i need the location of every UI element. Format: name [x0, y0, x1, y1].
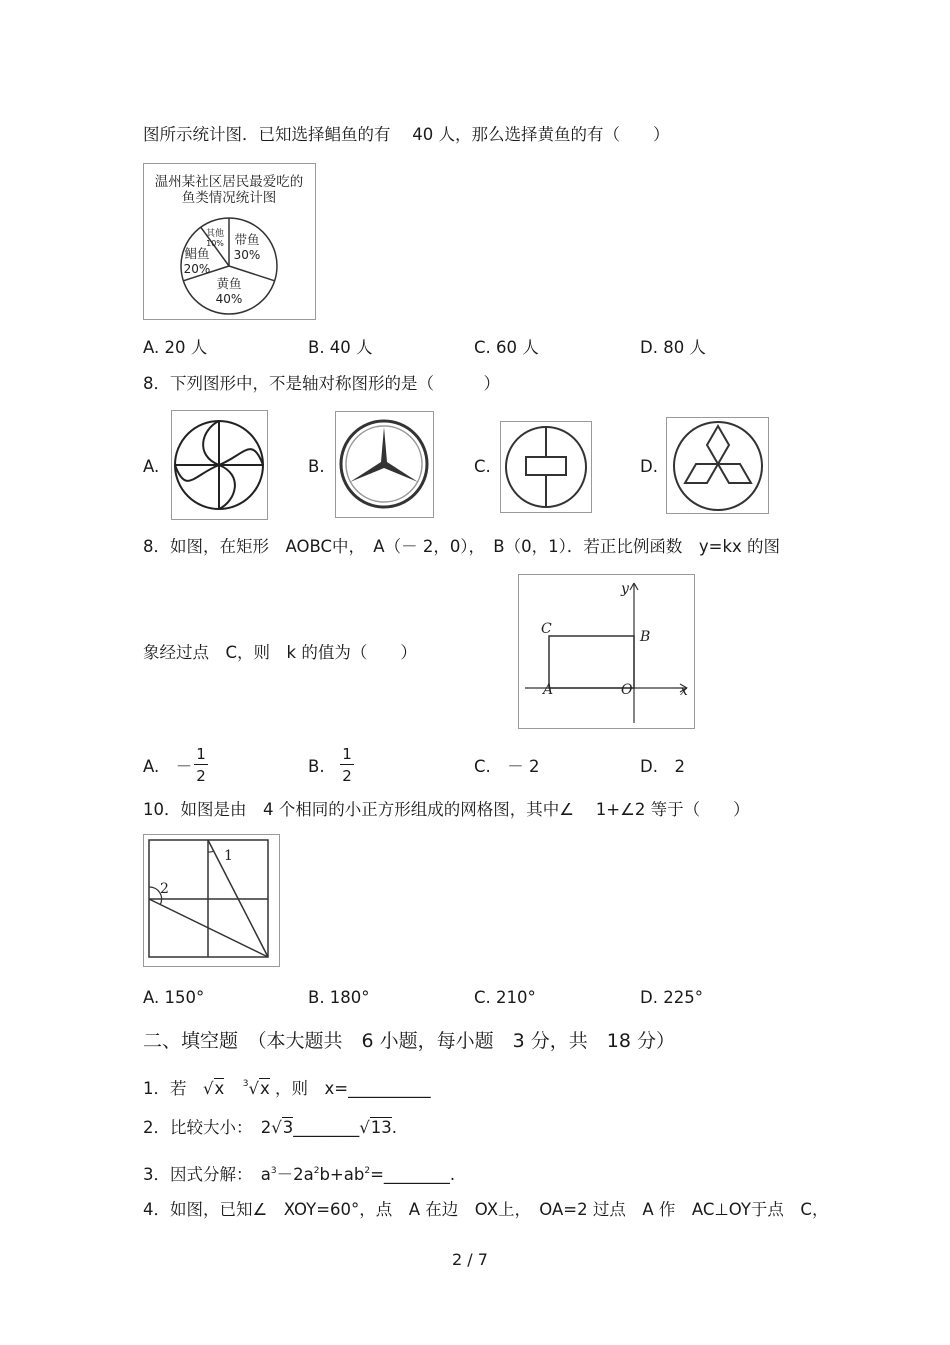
fraction-numerator: 1: [342, 745, 352, 763]
fill-q2-prefix: 2．比较大小： 2: [143, 1118, 272, 1137]
q7-option-c[interactable]: C. 60 人: [474, 338, 539, 357]
q8a-stem: 8．下列图形中，不是轴对称图形的是（ ）: [143, 374, 500, 393]
q8b-stem-line2: 象经过点 C，则 k 的值为（ ）: [143, 643, 417, 662]
q8a-option-d[interactable]: D.: [640, 457, 658, 476]
circle-rectangle-figure: [500, 421, 592, 513]
section2-heading: 二、填空题 （本大题共 6 小题，每小题 3 分，共 18 分）: [143, 1030, 675, 1052]
circle-rect-shape: [501, 422, 591, 512]
q10-stem: 10．如图是由 4 个相同的小正方形组成的网格图，其中∠ 1+∠2 等于（ ）: [143, 800, 750, 819]
pie-labels: [184, 227, 261, 306]
fill-q2-blank[interactable]: ________: [293, 1118, 360, 1137]
q8b-option-a-fraction: [194, 745, 208, 785]
fill-q1: [143, 1074, 431, 1099]
rectangle-coordinate-figure: [518, 574, 695, 729]
pie-slice-label: 带鱼: [234, 232, 260, 247]
q10-option-d[interactable]: D. 225°: [640, 988, 703, 1007]
sqrt-13-radical: √13: [359, 1118, 392, 1137]
pie-slice-percent: 30%: [233, 248, 261, 262]
fill-q2: [143, 1118, 397, 1138]
q10-option-a[interactable]: A. 150°: [143, 988, 205, 1007]
q10-option-b[interactable]: B. 180°: [308, 988, 370, 1007]
fraction-denominator: 2: [342, 767, 352, 785]
pie-slice-percent: 10%: [206, 239, 224, 248]
axis-x-label: x: [680, 683, 688, 699]
q8b-option-c[interactable]: C. － 2: [474, 757, 540, 776]
pie-slice-label: 其他: [205, 229, 225, 239]
q7-option-b[interactable]: B. 40 人: [308, 338, 373, 357]
point-a-label: A: [543, 682, 554, 698]
q8a-option-c[interactable]: C.: [474, 457, 491, 476]
pie-slice-label: 鲳鱼: [184, 246, 210, 261]
q8b-option-b[interactable]: B.: [308, 757, 325, 776]
fraction-denominator: 2: [196, 767, 206, 785]
fill-q2-suffix: .: [391, 1118, 398, 1137]
fill-q3-blank[interactable]: =________.: [370, 1165, 456, 1184]
q8a-option-a[interactable]: A.: [143, 457, 160, 476]
q8b-option-a[interactable]: [143, 757, 192, 777]
q7-option-d[interactable]: D. 80 人: [640, 338, 706, 357]
q8b-stem-line1: 8．如图，在矩形 AOBC中， A（－ 2，0）， B（0，1）．若正比例函数 y=kx 的图: [143, 537, 781, 556]
fill-q1-prefix: 1．若: [143, 1079, 187, 1098]
fraction-numerator: 1: [196, 745, 206, 763]
mercedes-figure: [335, 411, 434, 518]
pie-slice-percent: 20%: [183, 262, 211, 276]
chart-title-line2: 鱼类情况统计图: [181, 190, 277, 206]
fill-q3-prefix: 3．因式分解： a: [143, 1165, 271, 1184]
point-b-label: B: [640, 629, 651, 645]
pinwheel-shape: [172, 411, 267, 519]
exponent: 2: [364, 1166, 371, 1176]
axis-y-label: y: [621, 581, 629, 597]
three-diamond-figure: [666, 417, 769, 514]
chart-title-line1: 温州某社区居民最爱吃的: [154, 174, 304, 190]
q8a-option-b[interactable]: B.: [308, 457, 325, 476]
coordinate-plane: [519, 575, 694, 728]
pie-slice-label: 黄鱼: [216, 276, 242, 291]
q8b-option-a-prefix: A. －: [143, 757, 193, 776]
pie-chart-figure: [143, 163, 316, 320]
sqrt-x-radical: √x: [203, 1079, 225, 1098]
pinwheel-figure: [171, 410, 268, 520]
angle-1-label: 1: [224, 848, 233, 864]
pie-slice-percent: 40%: [215, 292, 243, 306]
sqrt-3-radical: √3: [271, 1118, 294, 1137]
angle-2-label: 2: [160, 881, 169, 897]
fill-q3: [143, 1161, 455, 1185]
grid-angle-shape: [144, 835, 279, 966]
exponent: 3: [270, 1166, 277, 1176]
cbrt-x-radical: $^3$√x: [242, 1079, 270, 1098]
point-c-label: C: [541, 621, 552, 637]
pie-chart: [144, 164, 315, 319]
q8b-option-b-fraction: [340, 745, 354, 785]
fill-q1-suffix[interactable]: ，则 x=__________: [275, 1079, 431, 1098]
fill-q4: 4．如图，已知∠ XOY=60°，点 A 在边 OX上， OA=2 过点 A 作 AC⊥OY于点 C，: [143, 1200, 829, 1219]
fill-q3-term: b+ab: [319, 1165, 365, 1184]
fill-q3-term: －2a: [276, 1165, 314, 1184]
q7-option-a[interactable]: A. 20 人: [143, 338, 208, 357]
exponent: 2: [313, 1166, 320, 1176]
three-diamond-shape: [667, 418, 768, 513]
q10-option-c[interactable]: C. 210°: [474, 988, 536, 1007]
page-number: 2 / 7: [452, 1250, 488, 1269]
point-o-label: O: [621, 682, 633, 698]
grid-angle-figure: [143, 834, 280, 967]
q7-stem: 图所示统计图．已知选择鲳鱼的有 40 人，那么选择黄鱼的有（ ）: [143, 125, 670, 144]
three-point-star-shape: [336, 412, 433, 517]
q8b-option-d[interactable]: D. 2: [640, 757, 685, 776]
